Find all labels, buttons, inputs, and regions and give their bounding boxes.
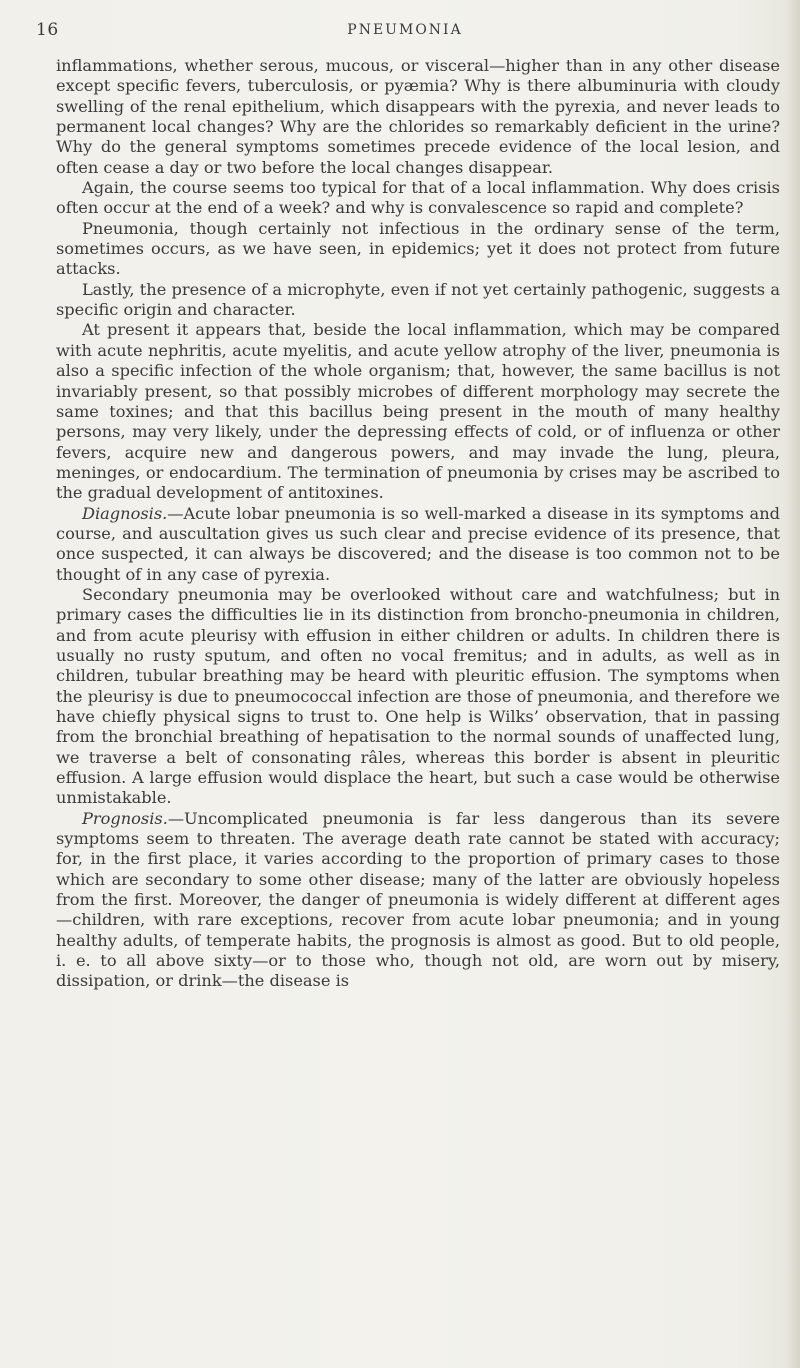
paragraph-prognosis (56, 809, 780, 992)
paragraph: inflammations, whether serous, mucous, or visceral—higher than in any other disease except specific fevers, tuberculosis, or pyæmia? Why is there albuminuria with cloudy swelling of the renal epithelium, which disappears with the pyrexia, and never leads to permanent local changes? Why are the chlorides so remarkably deficient in the urine? Why do the general symptoms sometimes precede evidence of the local lesion, and often cease a day or two before the local changes disappear. (56, 56, 780, 177)
paragraph: Again, the course seems too typical for that of a local inflammation. Why does crisis often occur at the end of a week? and why is convalescence so rapid and complete? (56, 178, 780, 218)
paragraph-text: —Uncomplicated pneumonia is far less dangerous than its severe symptoms seem to threaten. The average death rate cannot be stated with accuracy; for, in the first place, it varies according to the proportion of primary cases to those which are secondary to some other disease; many of the latter are obviously hopeless from the first. Moreover, the danger of pneumonia is widely different at different ages—children, with rare exceptions, recover from acute lobar pneumonia; and in young healthy adults, of temperate habits, the prognosis is almost as good. But to old people, i. e. to all above sixty—or to those who, though not old, are worn out by misery, dissipation, or drink—the disease is (56, 808, 780, 991)
paragraph: Lastly, the presence of a microphyte, even if not yet certainly pathogenic, suggests a specific origin and character. (56, 279, 780, 320)
section-heading-diagnosis: Diagnosis. (82, 503, 168, 523)
page-number: 16 (36, 20, 59, 40)
section-heading-prognosis: Prognosis. (82, 808, 168, 828)
running-head: PNEUMONIA (347, 22, 463, 38)
page-edge-shadow (786, 0, 800, 1368)
paragraph: Secondary pneumonia may be overlooked without care and watchfulness; but in primary cases the difficulties lie in its distinction from broncho-pneumonia in children, and from acute pleurisy with effusion in either children or adults. In children there is usually no rusty sputum, and often no vocal fremitus; and in adults, as well as in children, tubular breathing may be heard with pleuritic effusion. The symptoms when the pleurisy is due to pneumococcal infection are those of pneumonia, and therefore we have chiefly physical signs to trust to. One help is Wilks’ observation, that in passing from the bronchial breathing of hepatisation to the normal sounds of unaffected lung, we traverse a belt of consonating râles, whereas this border is absent in pleuritic effusion. A large effusion would displace the heart, but such a case would be otherwise unmistakable. (56, 584, 780, 808)
page-header (36, 20, 774, 46)
paragraph-text: —Acute lobar pneumonia is so well-marked a disease in its symptoms and course, and auscultation gives us such clear and precise evidence of its presence, that once suspected, it can always be discovered; and the disease is too common not to be thought of in any case of pyrexia. (56, 503, 780, 584)
paragraph: Pneumonia, though certainly not infectious in the ordinary sense of the term, sometimes occurs, as we have seen, in epidemics; yet it does not protect from future attacks. (56, 218, 780, 279)
paragraph-diagnosis (56, 504, 780, 585)
paragraph: At present it appears that, beside the local inflammation, which may be compared with acute nephritis, acute myelitis, and acute yellow atrophy of the liver, pneumonia is also a specific infection of the whole organism; that, however, the same bacillus is not invariably present, so that possibly microbes of different morphology may secrete the same toxines; and that this bacillus being present in the mouth of many healthy persons, may very likely, under the depressing effects of cold, or of influenza or other fevers, acquire new and dangerous powers, and may invade the lung, pleura, meninges, or endocardium. The termination of pneumonia by crises may be ascribed to the gradual development of antitoxines. (56, 320, 780, 503)
body-text (56, 56, 780, 992)
